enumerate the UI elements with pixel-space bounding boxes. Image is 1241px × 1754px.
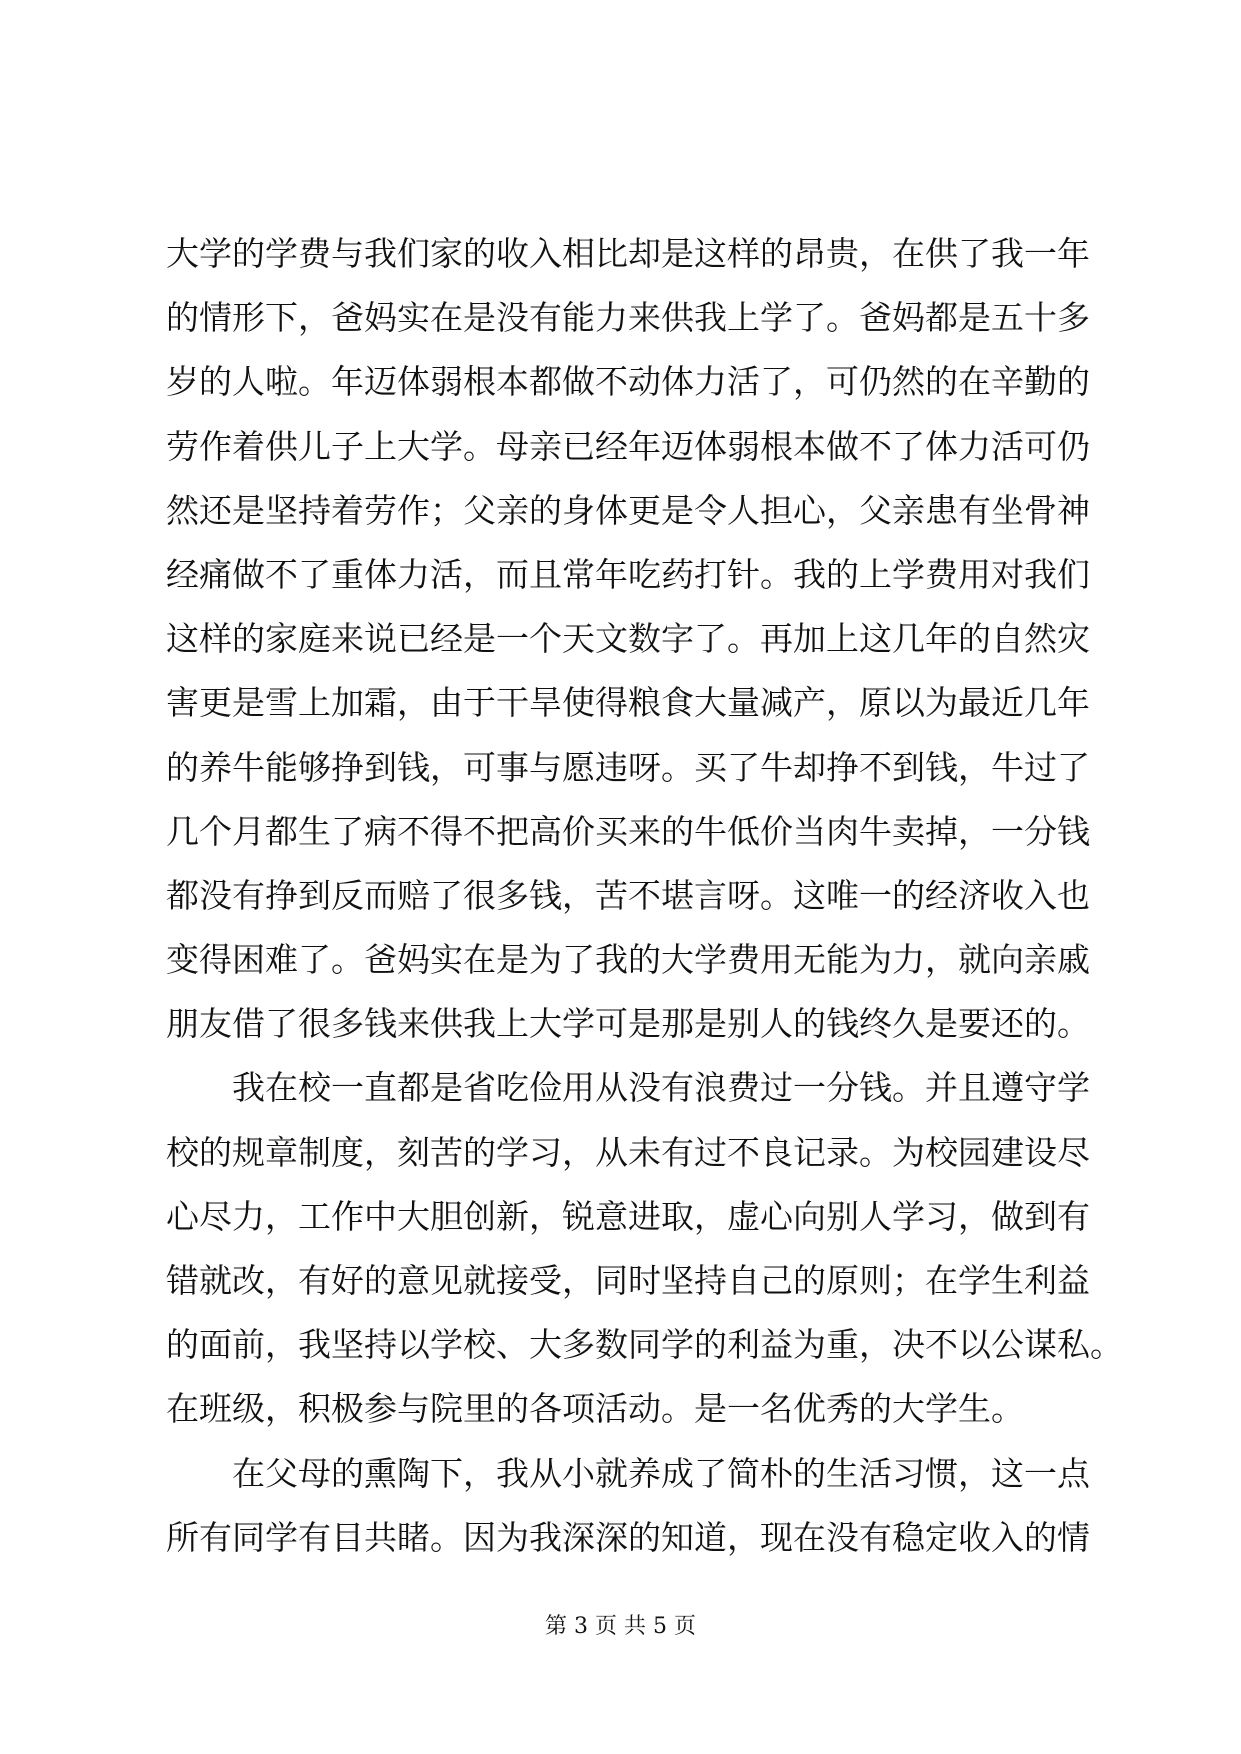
paragraph-1-line: 的情形下，爸妈实在是没有能力来供我上学了。爸妈都是五十多 [166,298,1090,338]
paragraph-2-line: 在班级，积极参与院里的各项活动。是一名优秀的大学生。 [166,1389,1024,1429]
paragraph-2-line: 的面前，我坚持以学校、大多数同学的利益为重，决不以公谋私。 [166,1325,1123,1365]
paragraph-1-line: 朋友借了很多钱来供我上大学可是那是别人的钱终久是要还的。 [166,1004,1090,1044]
paragraph-2-line: 校的规章制度，刻苦的学习，从未有过不良记录。为校园建设尽 [166,1132,1090,1172]
paragraph-2-line: 心尽力，工作中大胆创新，锐意进取，虚心向别人学习，做到有 [166,1196,1090,1236]
paragraph-1-line: 害更是雪上加霜，由于干旱使得粮食大量减产，原以为最近几年 [166,683,1090,723]
page-number-footer: 第 3 页 共 5 页 [545,1614,696,1639]
paragraph-1-line: 岁的人啦。年迈体弱根本都做不动体力活了，可仍然的在辛勤的 [166,362,1090,402]
paragraph-1-line: 劳作着供儿子上大学。母亲已经年迈体弱根本做不了体力活可仍 [166,426,1090,466]
paragraph-1-line: 的养牛能够挣到钱，可事与愿违呀。买了牛却挣不到钱，牛过了 [166,747,1090,787]
paragraph-1-line: 这样的家庭来说已经是一个天文数字了。再加上这几年的自然灾 [166,619,1090,659]
paragraph-1-line: 大学的学费与我们家的收入相比却是这样的昂贵，在供了我一年 [166,234,1090,273]
paragraph-3-line: 在父母的熏陶下，我从小就养成了简朴的生活习惯，这一点 [232,1453,1090,1493]
body-text [166,222,1123,1570]
paragraph-1-line: 然还是坚持着劳作；父亲的身体更是令人担心，父亲患有坐骨神 [166,490,1090,530]
paragraph-1-line: 几个月都生了病不得不把高价买来的牛低价当肉牛卖掉，一分钱 [166,811,1090,851]
paragraph-1-line: 都没有挣到反而赔了很多钱，苦不堪言呀。这唯一的经济收入也 [166,875,1090,915]
paragraph-2-line: 错就改，有好的意见就接受，同时坚持自己的原则；在学生利益 [166,1261,1090,1300]
paragraph-1-line: 变得困难了。爸妈实在是为了我的大学费用无能为力，就向亲戚 [166,940,1090,980]
paragraph-3-line: 所有同学有目共睹。因为我深深的知道，现在没有稳定收入的情 [166,1517,1090,1557]
paragraph-1-line: 经痛做不了重体力活，而且常年吃药打针。我的上学费用对我们 [166,554,1090,594]
paragraph-2-line: 我在校一直都是省吃俭用从没有浪费过一分钱。并且遵守学 [232,1068,1090,1108]
